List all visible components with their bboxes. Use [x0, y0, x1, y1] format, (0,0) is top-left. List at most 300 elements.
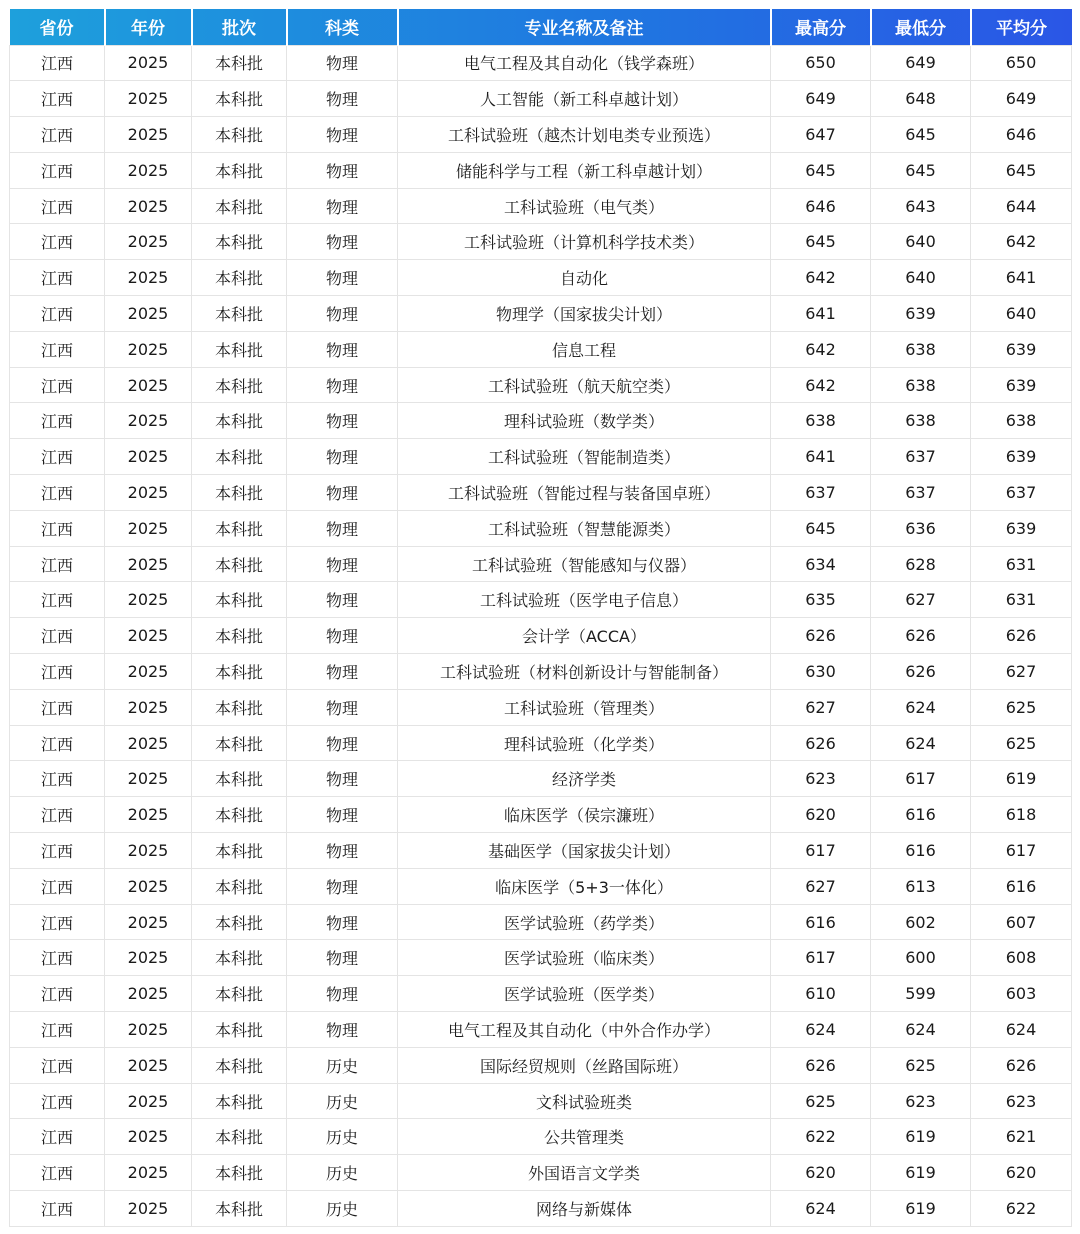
table-row: [10, 260, 1072, 296]
subject-category-cell: 物理: [287, 45, 398, 81]
year-cell: 2025: [105, 1012, 192, 1048]
table-row: [10, 367, 1072, 403]
province-cell: 江西: [10, 654, 105, 690]
avg-score-cell: 618: [971, 797, 1072, 833]
major-name-cell: 公共管理类: [398, 1119, 771, 1155]
subject-category-cell: 物理: [287, 403, 398, 439]
batch-cell: 本科批: [192, 582, 287, 618]
table-row: [10, 618, 1072, 654]
major-name-cell: 临床医学（5+3一体化）: [398, 868, 771, 904]
min-score-cell: 619: [871, 1155, 971, 1191]
avg-score-cell: 631: [971, 546, 1072, 582]
min-score-cell: 619: [871, 1191, 971, 1227]
max-score-cell: 616: [771, 904, 871, 940]
min-score-cell: 627: [871, 582, 971, 618]
batch-cell: 本科批: [192, 904, 287, 940]
min-score-cell: 638: [871, 331, 971, 367]
major-name-cell: 物理学（国家拔尖计划）: [398, 296, 771, 332]
table-row: [10, 45, 1072, 81]
avg-score-cell: 638: [971, 403, 1072, 439]
table-row: [10, 81, 1072, 117]
subject-category-cell: 物理: [287, 725, 398, 761]
year-cell: 2025: [105, 940, 192, 976]
avg-score-cell: 641: [971, 260, 1072, 296]
major-name-cell: 工科试验班（越杰计划电类专业预选）: [398, 117, 771, 153]
subject-category-cell: 物理: [287, 367, 398, 403]
max-score-cell: 641: [771, 439, 871, 475]
major-name-cell: 工科试验班（医学电子信息）: [398, 582, 771, 618]
table-row: [10, 1083, 1072, 1119]
year-cell: 2025: [105, 188, 192, 224]
min-score-cell: 624: [871, 725, 971, 761]
batch-cell: 本科批: [192, 1047, 287, 1083]
min-score-cell: 617: [871, 761, 971, 797]
min-score-cell: 645: [871, 117, 971, 153]
year-cell: 2025: [105, 761, 192, 797]
avg-score-cell: 639: [971, 510, 1072, 546]
table-row: [10, 117, 1072, 153]
batch-cell: 本科批: [192, 1119, 287, 1155]
max-score-cell: 624: [771, 1012, 871, 1048]
province-cell: 江西: [10, 117, 105, 153]
province-cell: 江西: [10, 188, 105, 224]
province-cell: 江西: [10, 546, 105, 582]
year-cell: 2025: [105, 152, 192, 188]
avg-score-cell: 644: [971, 188, 1072, 224]
avg-score-cell: 620: [971, 1155, 1072, 1191]
min-score-cell: 623: [871, 1083, 971, 1119]
min-score-cell: 619: [871, 1119, 971, 1155]
subject-category-cell: 历史: [287, 1155, 398, 1191]
max-score-cell: 642: [771, 260, 871, 296]
year-cell: 2025: [105, 1119, 192, 1155]
avg-score-cell: 623: [971, 1083, 1072, 1119]
max-score-cell: 650: [771, 45, 871, 81]
table-row: [10, 403, 1072, 439]
table-row: [10, 868, 1072, 904]
max-score-cell: 620: [771, 797, 871, 833]
batch-cell: 本科批: [192, 510, 287, 546]
batch-cell: 本科批: [192, 1155, 287, 1191]
min-score-cell: 626: [871, 618, 971, 654]
year-cell: 2025: [105, 296, 192, 332]
subject-category-cell: 物理: [287, 439, 398, 475]
subject-category-cell: 物理: [287, 976, 398, 1012]
batch-cell: 本科批: [192, 868, 287, 904]
min-score-cell: 637: [871, 475, 971, 511]
year-cell: 2025: [105, 725, 192, 761]
batch-cell: 本科批: [192, 976, 287, 1012]
batch-cell: 本科批: [192, 654, 287, 690]
batch-cell: 本科批: [192, 1083, 287, 1119]
subject-category-cell: 物理: [287, 868, 398, 904]
max-score-cell: 642: [771, 331, 871, 367]
batch-cell: 本科批: [192, 331, 287, 367]
major-name-cell: 工科试验班（智能感知与仪器）: [398, 546, 771, 582]
header-province: 省份: [10, 9, 105, 45]
avg-score-cell: 608: [971, 940, 1072, 976]
subject-category-cell: 物理: [287, 761, 398, 797]
max-score-cell: 638: [771, 403, 871, 439]
table-row: [10, 904, 1072, 940]
avg-score-cell: 627: [971, 654, 1072, 690]
province-cell: 江西: [10, 260, 105, 296]
province-cell: 江西: [10, 296, 105, 332]
major-name-cell: 理科试验班（化学类）: [398, 725, 771, 761]
min-score-cell: 640: [871, 224, 971, 260]
table-row: [10, 1155, 1072, 1191]
avg-score-cell: 622: [971, 1191, 1072, 1227]
year-cell: 2025: [105, 224, 192, 260]
major-name-cell: 电气工程及其自动化（钱学森班）: [398, 45, 771, 81]
min-score-cell: 616: [871, 833, 971, 869]
province-cell: 江西: [10, 833, 105, 869]
subject-category-cell: 物理: [287, 940, 398, 976]
year-cell: 2025: [105, 260, 192, 296]
min-score-cell: 616: [871, 797, 971, 833]
min-score-cell: 637: [871, 439, 971, 475]
max-score-cell: 624: [771, 1191, 871, 1227]
province-cell: 江西: [10, 689, 105, 725]
subject-category-cell: 物理: [287, 618, 398, 654]
subject-category-cell: 物理: [287, 654, 398, 690]
major-name-cell: 国际经贸规则（丝路国际班）: [398, 1047, 771, 1083]
min-score-cell: 636: [871, 510, 971, 546]
year-cell: 2025: [105, 331, 192, 367]
subject-category-cell: 物理: [287, 904, 398, 940]
avg-score-cell: 639: [971, 439, 1072, 475]
major-name-cell: 工科试验班（计算机科学技术类）: [398, 224, 771, 260]
province-cell: 江西: [10, 439, 105, 475]
avg-score-cell: 607: [971, 904, 1072, 940]
table-row: [10, 475, 1072, 511]
max-score-cell: 637: [771, 475, 871, 511]
major-name-cell: 经济学类: [398, 761, 771, 797]
major-name-cell: 临床医学（侯宗濂班）: [398, 797, 771, 833]
subject-category-cell: 物理: [287, 296, 398, 332]
province-cell: 江西: [10, 367, 105, 403]
max-score-cell: 626: [771, 618, 871, 654]
batch-cell: 本科批: [192, 260, 287, 296]
min-score-cell: 648: [871, 81, 971, 117]
year-cell: 2025: [105, 582, 192, 618]
year-cell: 2025: [105, 510, 192, 546]
table-row: [10, 761, 1072, 797]
major-name-cell: 理科试验班（数学类）: [398, 403, 771, 439]
table-row: [10, 439, 1072, 475]
province-cell: 江西: [10, 618, 105, 654]
max-score-cell: 645: [771, 152, 871, 188]
max-score-cell: 626: [771, 725, 871, 761]
major-name-cell: 工科试验班（航天航空类）: [398, 367, 771, 403]
table-row: [10, 976, 1072, 1012]
major-name-cell: 会计学（ACCA）: [398, 618, 771, 654]
min-score-cell: 649: [871, 45, 971, 81]
subject-category-cell: 物理: [287, 833, 398, 869]
major-name-cell: 文科试验班类: [398, 1083, 771, 1119]
min-score-cell: 599: [871, 976, 971, 1012]
table-header: [10, 9, 1072, 45]
major-name-cell: 工科试验班（管理类）: [398, 689, 771, 725]
year-cell: 2025: [105, 904, 192, 940]
province-cell: 江西: [10, 1119, 105, 1155]
year-cell: 2025: [105, 1191, 192, 1227]
min-score-cell: 626: [871, 654, 971, 690]
avg-score-cell: 626: [971, 618, 1072, 654]
max-score-cell: 647: [771, 117, 871, 153]
batch-cell: 本科批: [192, 117, 287, 153]
major-name-cell: 基础医学（国家拔尖计划）: [398, 833, 771, 869]
year-cell: 2025: [105, 689, 192, 725]
batch-cell: 本科批: [192, 940, 287, 976]
max-score-cell: 623: [771, 761, 871, 797]
min-score-cell: 602: [871, 904, 971, 940]
year-cell: 2025: [105, 546, 192, 582]
table-row: [10, 152, 1072, 188]
major-name-cell: 外国语言文学类: [398, 1155, 771, 1191]
year-cell: 2025: [105, 1155, 192, 1191]
avg-score-cell: 624: [971, 1012, 1072, 1048]
avg-score-cell: 650: [971, 45, 1072, 81]
major-name-cell: 人工智能（新工科卓越计划）: [398, 81, 771, 117]
header-avg-score: 平均分: [996, 19, 1047, 40]
batch-cell: 本科批: [192, 797, 287, 833]
batch-cell: 本科批: [192, 188, 287, 224]
province-cell: 江西: [10, 976, 105, 1012]
max-score-cell: 635: [771, 582, 871, 618]
year-cell: 2025: [105, 81, 192, 117]
subject-category-cell: 历史: [287, 1047, 398, 1083]
avg-score-cell: 631: [971, 582, 1072, 618]
header-row: [10, 9, 1072, 45]
max-score-cell: 645: [771, 224, 871, 260]
batch-cell: 本科批: [192, 618, 287, 654]
year-cell: 2025: [105, 654, 192, 690]
batch-cell: 本科批: [192, 475, 287, 511]
min-score-cell: 638: [871, 367, 971, 403]
header-max-score: 最高分: [771, 9, 871, 45]
avg-score-cell: 642: [971, 224, 1072, 260]
avg-score-cell: 621: [971, 1119, 1072, 1155]
year-cell: 2025: [105, 976, 192, 1012]
subject-category-cell: 物理: [287, 689, 398, 725]
year-cell: 2025: [105, 403, 192, 439]
max-score-cell: 622: [771, 1119, 871, 1155]
major-name-cell: 网络与新媒体: [398, 1191, 771, 1227]
subject-category-cell: 物理: [287, 260, 398, 296]
table-row: [10, 582, 1072, 618]
min-score-cell: 640: [871, 260, 971, 296]
table-row: [10, 1119, 1072, 1155]
batch-cell: 本科批: [192, 833, 287, 869]
batch-cell: 本科批: [192, 367, 287, 403]
year-cell: 2025: [105, 618, 192, 654]
batch-cell: 本科批: [192, 1012, 287, 1048]
batch-cell: 本科批: [192, 45, 287, 81]
subject-category-cell: 物理: [287, 152, 398, 188]
avg-score-cell: 639: [971, 367, 1072, 403]
year-cell: 2025: [105, 367, 192, 403]
avg-score-cell: 639: [971, 331, 1072, 367]
batch-cell: 本科批: [192, 761, 287, 797]
max-score-cell: 634: [771, 546, 871, 582]
year-cell: 2025: [105, 45, 192, 81]
major-name-cell: 医学试验班（药学类）: [398, 904, 771, 940]
max-score-cell: 617: [771, 940, 871, 976]
table-row: [10, 546, 1072, 582]
max-score-cell: 626: [771, 1047, 871, 1083]
subject-category-cell: 历史: [287, 1083, 398, 1119]
year-cell: 2025: [105, 475, 192, 511]
batch-cell: 本科批: [192, 1191, 287, 1227]
max-score-cell: 627: [771, 689, 871, 725]
province-cell: 江西: [10, 510, 105, 546]
major-name-cell: 工科试验班（材料创新设计与智能制备）: [398, 654, 771, 690]
header-major-name: 专业名称及备注: [398, 9, 771, 45]
year-cell: 2025: [105, 868, 192, 904]
major-name-cell: 电气工程及其自动化（中外合作办学）: [398, 1012, 771, 1048]
avg-score-cell: 625: [971, 689, 1072, 725]
province-cell: 江西: [10, 45, 105, 81]
min-score-cell: 639: [871, 296, 971, 332]
province-cell: 江西: [10, 1155, 105, 1191]
province-cell: 江西: [10, 152, 105, 188]
min-score-cell: 613: [871, 868, 971, 904]
year-cell: 2025: [105, 117, 192, 153]
max-score-cell: 630: [771, 654, 871, 690]
table-row: [10, 331, 1072, 367]
table-row: [10, 224, 1072, 260]
province-cell: 江西: [10, 1047, 105, 1083]
subject-category-cell: 物理: [287, 582, 398, 618]
subject-category-cell: 物理: [287, 546, 398, 582]
batch-cell: 本科批: [192, 439, 287, 475]
batch-cell: 本科批: [192, 546, 287, 582]
batch-cell: 本科批: [192, 403, 287, 439]
subject-category-cell: 物理: [287, 475, 398, 511]
subject-category-cell: 物理: [287, 510, 398, 546]
header-batch: 批次: [192, 9, 287, 45]
subject-category-cell: 物理: [287, 81, 398, 117]
subject-category-cell: 历史: [287, 1119, 398, 1155]
major-name-cell: 工科试验班（智慧能源类）: [398, 510, 771, 546]
max-score-cell: 617: [771, 833, 871, 869]
subject-category-cell: 物理: [287, 1012, 398, 1048]
batch-cell: 本科批: [192, 689, 287, 725]
province-cell: 江西: [10, 582, 105, 618]
admission-score-table: [9, 9, 1072, 1227]
major-name-cell: 储能科学与工程（新工科卓越计划）: [398, 152, 771, 188]
subject-category-cell: 物理: [287, 797, 398, 833]
major-name-cell: 医学试验班（医学类）: [398, 976, 771, 1012]
max-score-cell: 620: [771, 1155, 871, 1191]
table-row: [10, 188, 1072, 224]
table-row: [10, 1047, 1072, 1083]
max-score-cell: 642: [771, 367, 871, 403]
max-score-cell: 625: [771, 1083, 871, 1119]
table-row: [10, 725, 1072, 761]
min-score-cell: 643: [871, 188, 971, 224]
major-name-cell: 医学试验班（临床类）: [398, 940, 771, 976]
min-score-cell: 624: [871, 689, 971, 725]
batch-cell: 本科批: [192, 152, 287, 188]
max-score-cell: 649: [771, 81, 871, 117]
header-year: 年份: [105, 9, 192, 45]
province-cell: 江西: [10, 224, 105, 260]
table-row: [10, 1191, 1072, 1227]
avg-score-cell: 626: [971, 1047, 1072, 1083]
province-cell: 江西: [10, 725, 105, 761]
avg-score-cell: 603: [971, 976, 1072, 1012]
subject-category-cell: 物理: [287, 331, 398, 367]
province-cell: 江西: [10, 940, 105, 976]
batch-cell: 本科批: [192, 224, 287, 260]
province-cell: 江西: [10, 868, 105, 904]
province-cell: 江西: [10, 475, 105, 511]
table-row: [10, 940, 1072, 976]
province-cell: 江西: [10, 403, 105, 439]
table-row: [10, 797, 1072, 833]
table-row: [10, 689, 1072, 725]
batch-cell: 本科批: [192, 81, 287, 117]
min-score-cell: 600: [871, 940, 971, 976]
table-row: [10, 833, 1072, 869]
year-cell: 2025: [105, 1083, 192, 1119]
header-min-score: 最低分: [871, 9, 971, 45]
avg-score-cell: 640: [971, 296, 1072, 332]
table-row: [10, 654, 1072, 690]
max-score-cell: 627: [771, 868, 871, 904]
province-cell: 江西: [10, 761, 105, 797]
subject-category-cell: 物理: [287, 188, 398, 224]
min-score-cell: 638: [871, 403, 971, 439]
province-cell: 江西: [10, 797, 105, 833]
province-cell: 江西: [10, 1012, 105, 1048]
province-cell: 江西: [10, 81, 105, 117]
max-score-cell: 645: [771, 510, 871, 546]
batch-cell: 本科批: [192, 296, 287, 332]
max-score-cell: 610: [771, 976, 871, 1012]
min-score-cell: 628: [871, 546, 971, 582]
admission-score-table-container: [9, 9, 1071, 1227]
min-score-cell: 645: [871, 152, 971, 188]
major-name-cell: 信息工程: [398, 331, 771, 367]
max-score-cell: 641: [771, 296, 871, 332]
min-score-cell: 625: [871, 1047, 971, 1083]
major-name-cell: 工科试验班（电气类）: [398, 188, 771, 224]
province-cell: 江西: [10, 1191, 105, 1227]
min-score-cell: 624: [871, 1012, 971, 1048]
table-row: [10, 510, 1072, 546]
table-row: [10, 1012, 1072, 1048]
max-score-cell: 646: [771, 188, 871, 224]
table-row: [10, 296, 1072, 332]
subject-category-cell: 物理: [287, 224, 398, 260]
year-cell: 2025: [105, 439, 192, 475]
major-name-cell: 工科试验班（智能制造类）: [398, 439, 771, 475]
province-cell: 江西: [10, 331, 105, 367]
avg-score-cell: 637: [971, 475, 1072, 511]
avg-score-cell: 616: [971, 868, 1072, 904]
year-cell: 2025: [105, 1047, 192, 1083]
year-cell: 2025: [105, 797, 192, 833]
batch-cell: 本科批: [192, 725, 287, 761]
major-name-cell: 自动化: [398, 260, 771, 296]
avg-score-cell: 625: [971, 725, 1072, 761]
subject-category-cell: 历史: [287, 1191, 398, 1227]
avg-score-cell: 649: [971, 81, 1072, 117]
subject-category-cell: 物理: [287, 117, 398, 153]
